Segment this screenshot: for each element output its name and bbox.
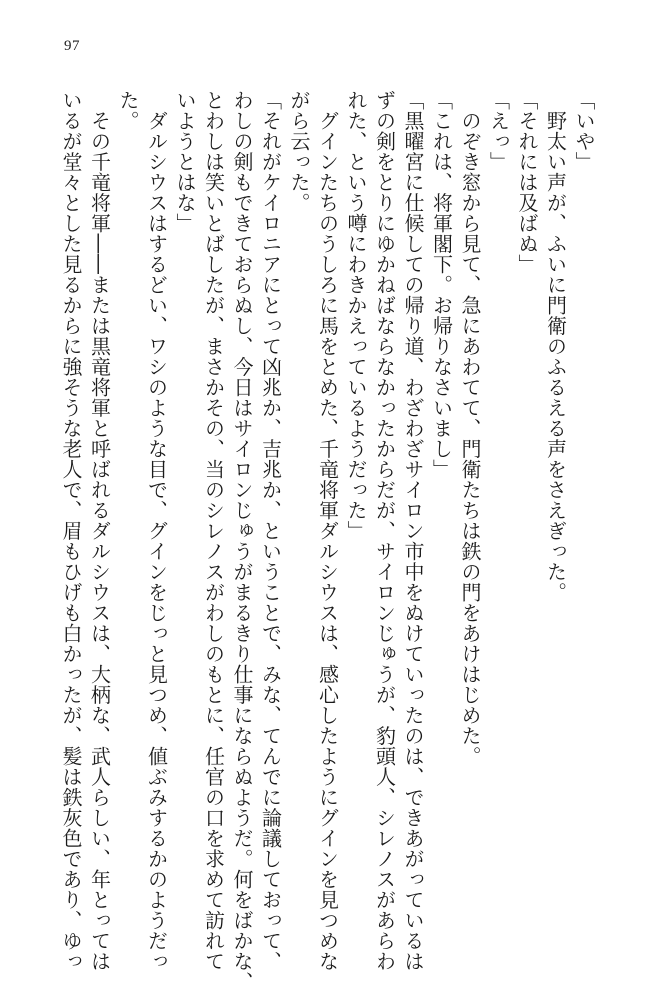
text-line: わしの剣もできておらぬし、今日はサイロンじゅうがまるきり仕事にならぬようだ。何をばかな、 bbox=[230, 90, 254, 992]
vertical-body-text bbox=[59, 90, 598, 992]
text-line: ダルシウスはするどい、ワシのような目で、グインをじっと見つめ、値ぶみするかのようだっ bbox=[144, 90, 169, 972]
text-line: その千竜将軍――または黒竜将軍と呼ばれるダルシウスは、大柄な、武人らしい、年とっては bbox=[87, 90, 112, 972]
text-line: のぞき窓から見て、急にあわてて、門衛たちは鉄の門をあけはじめた。 bbox=[458, 90, 482, 767]
text-line: 「黒曜宮に仕候しての帰り道、わざわざサイロン市中をぬけていったのは、できあがっているは bbox=[401, 90, 425, 972]
text-line: 「これは、将軍閣下。お帰りなさいまし」 bbox=[429, 90, 454, 480]
text-line: た。 bbox=[116, 90, 140, 131]
text-line: 「いや」 bbox=[572, 90, 596, 172]
text-line: とわしは笑いとばしたが、まさかその、当のシレノスがわしのもとに、任官の口を求めて訪れて bbox=[201, 90, 226, 972]
text-line: グインたちのうしろに馬をとめた、千竜将軍ダルシウスは、感心したようにグインを見つめな bbox=[315, 90, 340, 972]
text-line: ずの剣をとりにゆかねばならなかったからだが、サイロンじゅうが、豹頭人、シレノスがあらわ bbox=[372, 90, 397, 972]
page-number: 97 bbox=[64, 38, 80, 54]
text-line: がら云った。 bbox=[287, 90, 311, 213]
text-line: いようとはな」 bbox=[173, 90, 197, 234]
text-line: 野太い声が、ふいに門衛のふるえる声をさえぎった。 bbox=[543, 90, 568, 603]
text-line: 「えっ」 bbox=[486, 90, 511, 172]
text-line: 「それには及ばぬ」 bbox=[515, 90, 539, 275]
text-line: れた、という噂にわきかえっているようだった」 bbox=[344, 90, 368, 541]
text-line: 「それがケイロニアにとって凶兆か、吉兆か、ということで、みな、てんでに論議しておって、 bbox=[258, 90, 283, 972]
text-line: いるが堂々とした見るからに強そうな老人で、眉もひげも白かったが、髪は鉄灰色であり、ゆっ bbox=[59, 90, 83, 972]
